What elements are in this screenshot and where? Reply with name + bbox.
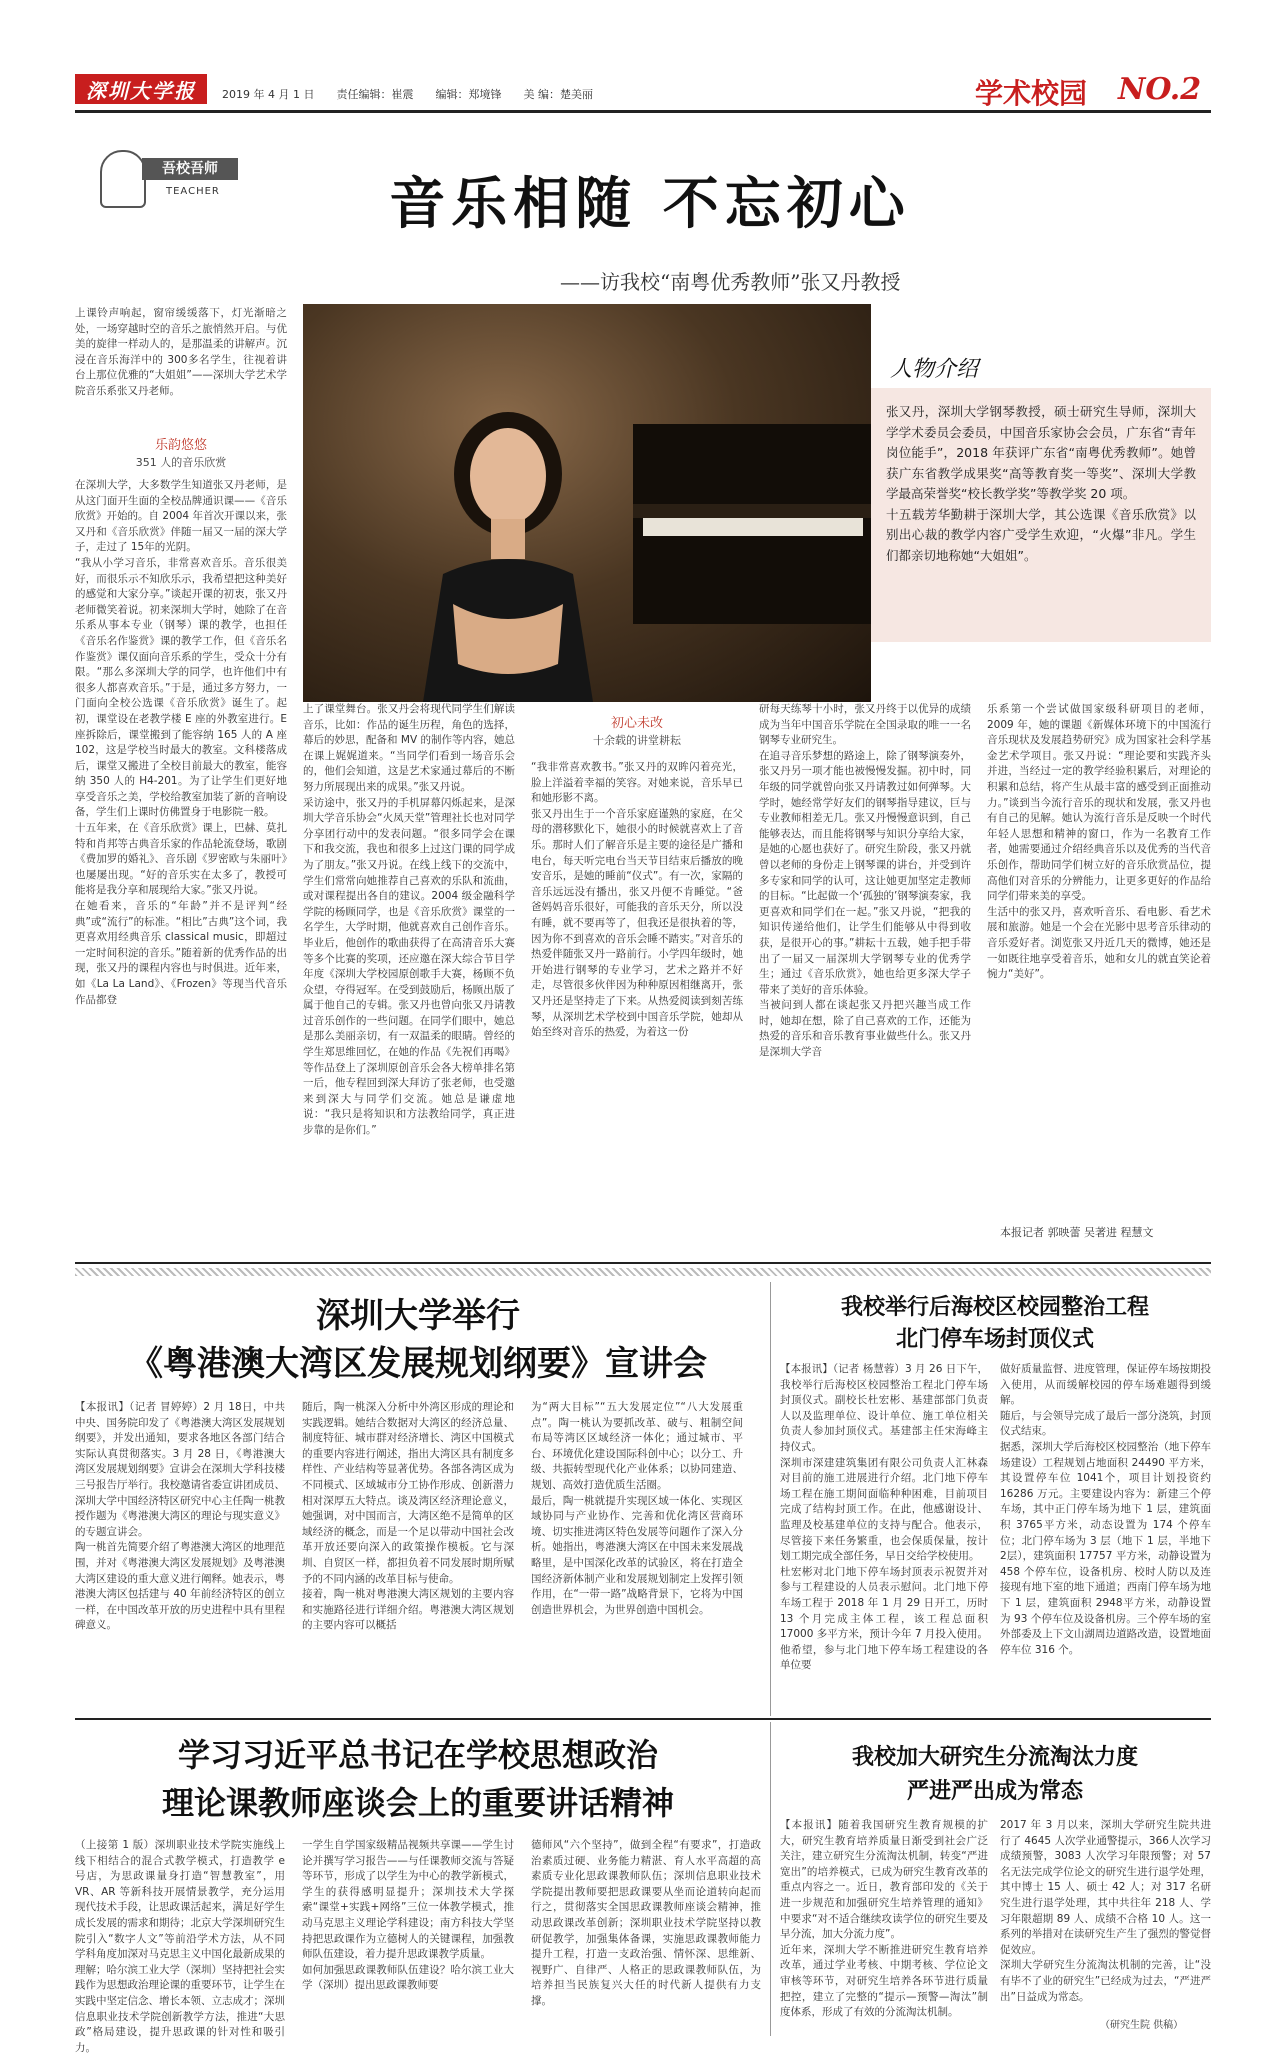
section2-title: 初心未改 [610,716,663,731]
teacher-photo [303,304,871,702]
section-divider-band [75,1268,1211,1276]
article2-col1: 【本报讯】（记者 冒婷婷）2 月 18日，中共中央、国务院印发了《粤港澳大湾区发展规划纲要》，并发出通知，要求各地区各部门结合实际认真贯彻落实。3 月 28 日，《粤港澳大湾区发展规划纲要》宣讲会在深圳大学科技楼三号报告厅举行。我校邀请省委宣讲团成员、深圳大学中国经济特区研究中心主任陶一桃教授作题为《粤港澳大湾区的理论与现实意义》的专题宣讲会。 陶一桃首先简要介绍了粤港澳大湾区的地理范围，并对《粤港澳大湾区发展规划》及粤港澳大湾区建设的重大意义进行阐释。她表示，粤港澳大湾区包括建与 40 年前经济特区的创立一样，在中国改革开放的历史进程中具有里程碑意义。 [75,1401,285,1632]
article4-title-line2: 理论课教师座谈会上的重要讲话精神 [161,1784,674,1822]
teacher-portrait-icon [100,150,146,208]
article3-title-line1: 我校举行后海校区校园整治工程 [840,1294,1149,1320]
article5-col2: 2017 年 3 月以来，深圳大学研究生院共进行了 4645 人次学业通警提示，366人次学习成绩预警，3083 人次学习年限预警；对 57 名无法完成学位论文的研究生进行退学处理，其中博士 15 人、硕士 42 人；对 317 名研究生进行退学处理，其中共往年 218 人、学习年限超期 89 人、成绩不合格 10 人。这一系列的举措对在读研究生产生了强烈的警觉督促效应。 深圳大学研究生分流淘汰机制的完善，让“没有毕不了业的研究生”已经成为过去，“严进严出”日益成为常态。 [1000,1819,1211,2003]
header-info [222,86,593,102]
main-article-col1: 在深圳大学，大多数学生知道张又丹老师，是从这门面开生面的全校品牌通识课——《音乐欣赏》开始的。自 2004 年首次开课以来，张又丹和《音乐欣赏》伴随一届又一届的深大学子，走过了 15年的光阴。 “我从小学习音乐，非常喜欢音乐。音乐很美好，而很乐示不知欣乐示，我希望把这种美好的感觉和大家分享。”谈起开课的初衷，张又丹老师微笑着说。初来深圳大学时，她除了在音乐系从事本专业（钢琴）课的教学，也担任《音乐名作鉴赏》课的教学工作，但《音乐名作鉴赏》课仅面向音乐系的学生，受众十分有限。“那么多深圳大学的同学，也许他们中有很多人都喜欢音乐。”于是，通过多方努力，一门面向全校公选课《音乐欣赏》诞生了。起初，课堂设在老教学楼 E 座的外教室进行。E 座拆除后，课堂搬到了能容纳 165 人的 A 座 102，这是学校当时最大的教室。文科楼落成后，课堂又搬进了全校目前最大的教室，能容纳 350 人的 H4-201。为了让学生们更好地享受音乐之美，学校给教室加装了新的音响设备，学生们上课时仿佛置身于电影院一般。 十五年来，在《音乐欣赏》课上，巴赫、莫扎特和肖邦等古典音乐家的作品轮流登场，歌剧《费加罗的婚礼》、音乐剧《罗密欧与朱丽叶》也屡屡出现。“好的音乐实在太多了，教授可能将是我分享和展现给大家。”张又丹说。 在她看来，音乐的“年龄”并不是评判“经典”或“流行”的标准。“相比”古典”这个词，我更喜欢用经典音乐 classical music，即超过一定时间积淀的音乐。”随着新的优秀作品的出现，张又丹的课程内容也与时俱进。近年来，如《La La Land》、《Frozen》等现当代音乐作品都登 [75,479,287,1006]
main-article-title: 音乐相随 不忘初心 [389,171,911,237]
bio-text: 张又丹，深圳大学钢琴教授，硕士研究生导师，深圳大学学术委员会委员，中国音乐家协会会员，广东省“青年岗位能手”，2018 年获评广东省“南粤优秀教师”。她曾获广东省教学成果奖“高等教育奖一等奖”、深圳大学教学最高荣誉奖“校长教学奖”等教学奖 20 项。 十五载芳华勤耕于深圳大学，其公选课《音乐欣赏》以别出心裁的教学内容广受学生欢迎，“火爆”非凡。学生们都亲切地称她“大姐姐”。 [886,404,1196,563]
article3-col2: 做好质量监督、进度管理，保证停车场按期投入使用，从而缓解校园的停车场难题得到缓解。 随后，与会领导完成了最后一部分浇筑，封顶仪式结束。 据悉，深圳大学后海校区校园整治（地下停车场建设）工程规划占地面积 24490 平方米，其设置停车位 1041个，项目计划投资约 16286 万元。主要建设内容为：新建三个停车场，其中正门停车场为地下 1 层，建筑面积 3765平方米，动态设置为 174 个停车位；北门停车场为 3 层（地下 1 层，半地下 2层），建筑面积 17757 平方米，动静设置为 458 个停车位，设备机房、校时人防以及连接现有地下室的地下通道；西南门停车场为地下 1 层，建筑面积 2948平方米，动静设置为 93 个停车位及设备机房。三个停车场的室外部委及上下文山湖周边道路改造，设置地面停车位 316 个。 [1000,1363,1211,1656]
sub-editor-credit: 编辑：郑境锋 [435,88,502,101]
article5-col1: 【本报讯】随着我国研究生教育规模的扩大，研究生教育培养质量日渐受到社会广泛关注，建立研究生分流淘汰机制，转变“严进宽出”的培养模式，已成为研究生教育改革的重点内容之一。近日，教育部印发的《关于进一步规范和加强研究生培养管理的通知》中要求“对不适合继续攻读学位的研究生要及早分流，加大分流力度”。 近年来，深圳大学不断推进研究生教育培养改革，通过学业考核、中期考核、学位论文审核等环节，对研究生培养各环节进行质量把控，建立了完整的“提示—预警—淘汰”制度体系，形成了有效的分流淘汰机制。 [780,1819,988,2019]
art-editor-credit: 美 编：楚美丽 [523,88,593,101]
section1-subtitle: 351 人的音乐欣赏 [135,456,227,469]
editor-credit: 责任编辑：崔震 [336,88,414,101]
main-article-rule [75,1262,1211,1264]
article2-col3: 为“两大目标”“五大发展定位”“八大发展重点”。陶一桃认为要抓改革、破与、粗制空间布局等湾区区域经济一体化；通过城市、平台、环境优化建设国际科创中心；以分工、升级、共振转型现代化产业体系；以协同建造、规划、高效打造优质生活圈。 最后，陶一桃就提升实现区域一体化、实现区域协同与产业协作、完善和优化湾区营商环境、切实推进湾区特色发展等问题作了深入分析。她指出，粤港澳大湾区在中国未来发展战略里，是中国深化改革的试验区，将在打造全国经济新体制产业和发展规划制定上发挥引领作用，在“一带一路”战略背景下，它将为中国创造世界机会，为世界创造中国机会。 [531,1401,743,1616]
article4-title-line1: 学习习近平总书记在学校思想政治 [177,1736,658,1774]
header-rule [75,110,1211,113]
article2-col2: 随后，陶一桃深入分析中外湾区形成的理论和实践逻辑。她结合数据对大湾区的经济总量、制度特征、城市群对经济增长、湾区中国模式的重要内容进行阐述，指出大湾区具有制度多样性、产业结构等显著优势。各部各湾区成为不同模式、区域城市分工协作形成、创新潜力相对深厚五大特点。谈及湾区经济理论意义，她强调，对中国而言，大湾区绝不是简单的区域经济的概念，而是一个足以带动中国社会改革开放还要向深入的政策操作模板。它与深圳、自贸区一样，都担负着不同发展时期所赋予的不同内涵的改革目标与使命。 接着，陶一桃对粤港澳大湾区规划的主要内容和实施路径进行详细介绍。粤港澳大湾区规划的主要内容可以概括 [302,1401,514,1632]
column-tag-title: 吾校吾师 [142,158,238,180]
main-article-byline: 本报记者 郭映蕾 吴著进 程慧文 [1000,1226,1154,1239]
main-article-col2: 上了课堂舞台。张又丹会将现代同学生们解读音乐，比如：作品的诞生历程，角色的选择，幕后的妙思，配备和 MV 的制作等内容，她总在课上娓娓道来。“当同学们看到一场音乐会的，他们会知道，这是艺术家通过幕后的不断努力所展现出来的成果。”张又丹说。 采访途中，张又丹的手机屏幕闪烁起来，是深圳大学音乐协会“火凤天堂”管理社长也对同学分享团行动中的发表问题。“很多同学会在课下和我交流，我也和很多上过这门课的同学成为了朋友。”张又丹说。在线上线下的交流中，学生们常常向她推荐自己喜欢的乐队和流曲，或对课程提出各自的建议。2004 级金融科学学院的杨顾同学，也是《音乐欣赏》课堂的一名学生，大学时期，他就喜欢自己创作音乐。毕业后，他创作的歌曲获得了在高清音乐大赛等多个比赛的奖项，还应邀在深大综合节目学年度《深圳大学校园原创歌手大赛，杨顾不负众望，夺得冠军。在受到鼓励后，杨顾出版了属于他自己的专辑。张又丹也曾向张又丹请教过音乐创作的一些问题。在同学们眼中，她总是那么美丽亲切，有一双温柔的眼睛。曾经的学生郑思维回忆，在她的作品《先祝们再喝》等作品登上了深圳原创音乐会各大榜单排名第一后，他专程回到深大拜访了张老师，也受邀来到深大与同学们交流。她总是谦虚地说：“我只是将知识和方法教给同学，真正进步靠的是你们。” [303,703,515,1137]
page-number: NO.2 [1118,72,1202,107]
column-tag-en: TEACHER [166,186,220,197]
section2-subtitle: 十余载的讲堂耕耘 [593,734,681,747]
vertical-divider-2 [770,1722,771,2036]
article5-note: （研究生院 供稿） [1100,2020,1184,2031]
main-article-subtitle: ——访我校“南粤优秀教师”张又丹教授 [560,270,901,294]
article3-title-line2: 北门停车场封顶仪式 [895,1326,1094,1352]
section1-title: 乐韵悠悠 [154,438,207,453]
issue-date: 2019 年 4 月 1 日 [222,88,315,101]
article4-col2: 一学生自学国家级精品视频共享课——学生讨论并撰写学习报告——与任课教师交流与答疑等环节，形成了以学生为中心的教学新模式，学生的获得感明显提升；深圳技术大学探索“课堂+实践+网络”三位一体教学模式，推动马克思主义理论学科建设；南方科技大学坚持把思政课作为立德树人的关键课程，加强教师队伍建设，着力提升思政课教学质量。 如何加强思政课教师队伍建设？哈尔滨工业大学（深圳）提出思政课教师要 [302,1839,514,1992]
bio-title: 人物介绍 [890,357,979,382]
article2-title-line1: 深圳大学举行 [316,1296,520,1336]
photo-illustration [303,304,871,702]
article4-col1: （上接第 1 版）深圳职业技术学院实施线上线下相结合的混合式教学模式，打造教学 e 号店，为思政课量身打造“智慧教室”，用 VR、AR 等新科技开展情景教学，充分运用现代技术手段，让思政课活起来，满足好学生成长发展的需求和期待；北京大学深圳研究生院引入“数字人文”等前沿学术方法，从不同学科角度加深对马克思主义中国化最新成果的理解；哈尔滨工业大学（深圳）坚持把社会实践作为思想政治理论课的重要环节，让学生在实践中坚定信念、增长本领、立志成才；深圳信息职业技术学院创新教学方法，推进“大思政”格局建设，提升思政课的针对性和吸引力。 [75,1839,289,2054]
article5-title-line1: 我校加大研究生分流淘汰力度 [851,1744,1138,1770]
column-tag [96,150,246,210]
article2-rule [75,1718,1211,1720]
article2-title-line2: 《粤港澳大湾区发展规划纲要》宣讲会 [129,1344,707,1384]
article3-col1: 【本报讯】（记者 杨慧蓉）3 月 26 日下午，我校举行后海校区校园整治工程北门停车场封顶仪式。副校长杜宏彬、基建部部门负责人以及监理单位、设计单位、施工单位相关负责人参加封顶仪式。基建部主任宋海峰主持仪式。 深圳市深建建筑集团有限公司负责人汇林森对目前的施工进展进行介绍。北门地下停车场工程在施工期间面临种种困难，目前项目完成了结构封顶工作。在此，他感谢设计、监理及校基建单位的支持与配合。他表示，尽管接下来任务繁重，也会保质保量，按计划工期完成全部任务，早日交给学校使用。 杜宏彬对北门地下停车场封顶表示祝贺并对参与工程建设的人员表示慰问。北门地下停车场工程于 2018 年 1 月 29 日开工，历时 13 个月完成主体工程，该工程总面积 17000 多平方米，预计今年 7 月投入使用。他希望，参与北门地下停车场工程建设的各单位要 [780,1363,988,1672]
main-article-col3: “我非常喜欢教书。”张又丹的双眸闪着亮光，脸上洋溢着幸福的笑容。对她来说，音乐早已和她形影不离。 张又丹出生于一个音乐家庭谨熟的家庭，在父母的潜移默化下，她很小的时候就喜欢上了音乐。那时人们了解音乐是主要的途径是广播和电台，每天听完电台当天节目结束后播放的晚安音乐，是她的睡前“仪式”。有一次，家隔的音乐远远没有播出，张又丹便不肯睡觉。“爸爸妈妈音乐很好，可能我的音乐天分，所以没有睡，就不要再等了，但我还是很执着的等，因为你不到喜欢的音乐会睡不踏实。”对音乐的热爱伴随张又丹一路前行。小学四年级时，她开始进行钢琴的专业学习，艺术之路并不好走，尽管很多伙伴因为种种原因相继离开，张又丹还是坚持走了下来。从热爱阅读到刻苦练琴，从深圳艺术学校到中国音乐学院，她却从始至终对音乐的热爱，为着这一份 [531,761,743,1039]
vertical-divider [770,1282,771,1716]
main-article-col5: 乐系第一个尝试做国家级科研项目的老师，2009 年，她的课题《新媒体环境下的中国流行音乐现状及发展趋势研究》成为国家社会科学基金艺术学项目。张又丹说：“理论要和实践齐头并进，当经过一定的教学经验积累后，对理论的积累和总结，将产生从最丰富的感受到正面推动力。”谈到当今流行音乐的现状和发展，张又丹也有自己的见解。她认为流行音乐是反映一个时代年轻人思想和精神的窗口，作为一名教育工作者，她需要通过介绍经典音乐以及优秀的当代音乐创作，帮助同学们树立好的音乐欣赏品位，提高他们对音乐的分辨能力，让更多更好的作品给同学们带来美的享受。 生活中的张又丹，喜欢听音乐、看电影、看艺术展和旅游。她是一个会在光影中思考音乐律动的音乐爱好者。浏览张又丹近几天的微博，她还是一如既往地享受着音乐，她和女儿的就直笑论着惋力“美好”。 [987,703,1211,981]
masthead-logo [75,74,207,104]
article4-col3: 德师风“六个坚持”，做到全程“有要求”，打造政治素质过硬、业务能力精湛、育人水平高超的高素质专业化思政课教师队伍；深圳信息职业技术学院提出教师要把思政课要从坐而论道转向起而行之，贯彻落实全国思政课教师座谈会精神，推动思政课改革创新；深圳职业技术学院坚持以教研促教学，加强集体备课，实施思政课教师能力提升工程，打造一支政治强、情怀深、思维新、视野广、自律严、人格正的思政课教师队伍，为培养担当民族复兴大任的时代新人提供有力支撑。 [531,1839,761,2007]
main-article-col4: 研每天练琴十小时，张又丹终于以优异的成绩成为当年中国音乐学院在全国录取的唯一一名钢琴专业研究生。 在追寻音乐梦想的路途上，除了钢琴演奏外，张又丹另一项才能也被慢慢发掘。初中时，同年级的同学就曾向张又丹请教过如何弹琴。大学时，她经常学好友们的钢琴指导建议，巨与专业教师相差无几。张又丹慢慢意识到，自己能够表达，而且能将钢琴与知识分享给大家，是她的心愿也获好了。研究生阶段，张又丹就曾以老师的身份走上钢琴课的讲台，并受到许多专家和同学的认可，这让她更加坚定走教师的目标。“比起做一个‘孤独的’钢琴演奏家，我更喜欢和同学们在一起。”张又丹说，“把我的知识传递给他们，让学生们能够从中得到收获，是很开心的事。”耕耘十五载，她手把手带出了一届又一届深圳大学钢琴专业的优秀学生；通过《音乐欣赏》，她也给更多深大学子带来了美好的音乐体验。 当被问到人都在谈起张又丹把兴趣当成工作时，她却在想，除了自己喜欢的工作，还能为热爱的音乐和音乐教育事业做些什么。张又丹是深圳大学音 [759,703,971,1059]
section-name: 学术校园 [975,77,1088,110]
main-article-intro: 上课铃声响起，窗帘缓缓落下，灯光渐暗之处，一场穿越时空的音乐之旅悄然开启。与优美的旋律一样动人的，是那温柔的讲解声。沉浸在音乐海洋中的 300多名学生，往视着讲台上那位优雅的“大姐姐”——深圳大学艺术学院音乐系张又丹老师。 [75,307,287,397]
paper-name: 深圳大学报 [86,78,196,103]
article5-title-line2: 严进严出成为常态 [906,1778,1083,1804]
